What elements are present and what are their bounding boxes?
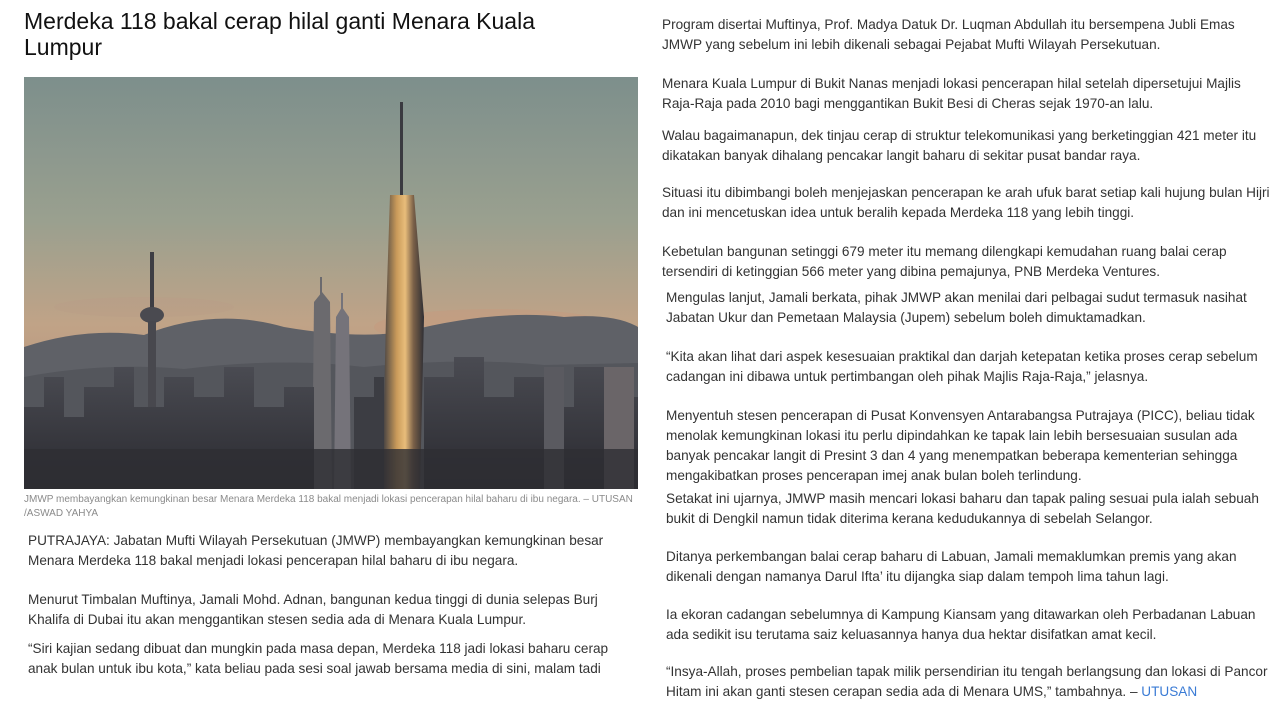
body-paragraph-last xyxy=(666,662,1276,702)
body-paragraph: “Siri kajian sedang dibuat dan mungkin pada masa depan, Merdeka 118 jadi lokasi baharu cerap anak bulan untuk ibu kota,” kata beliau pada sesi soal jawab bersama media di sini, malam tadi xyxy=(28,641,609,676)
body-paragraph: Program disertai Muftinya, Prof. Madya Datuk Dr. Luqman Abdullah itu bersempena Jubli Emas JMWP yang sebelum ini lebih dikenali sebagai Pejabat Mufti Wilayah Persekutuan. xyxy=(662,17,1235,52)
body-paragraph: Walau bagaimanapun, dek tinjau cerap di struktur telekomunikasi yang berketinggian 421 meter itu dikatakan banyak dihalang pencakar langit baharu di sekitar pusat bandar raya. xyxy=(662,128,1257,163)
body-paragraph: Kebetulan bangunan setinggi 679 meter itu memang dilengkapi kemudahan ruang balai cerap tersendiri di ketinggian 566 meter yang dibina pemajunya, PNB Merdeka Ventures. xyxy=(662,244,1227,279)
body-paragraph: “Kita akan lihat dari aspek kesesuaian praktikal dan darjah ketepatan ketika proses cerap sebelum cadangan ini dibawa untuk pertimbangan oleh pihak Majlis Raja-Raja,” jelasnya. xyxy=(666,349,1258,384)
body-paragraph: Menara Kuala Lumpur di Bukit Nanas menjadi lokasi pencerapan hilal setelah dipersetujui Majlis Raja-Raja pada 2010 bagi menggantikan Bukit Besi di Cheras sejak 1970-an lalu. xyxy=(662,76,1241,111)
body-paragraph: Menyentuh stesen pencerapan di Pusat Konvensyen Antarabangsa Putrajaya (PICC), beliau tidak menolak kemungkinan lokasi itu perlu dipindahkan ke tapak lain lebih bersesuaian susulan ada banyak pencakar langit di Presint 3 dan 4 yang menempatkan beberapa kementerian sehingga mengakibatkan proses pencerapan imej anak bulan boleh terlindung. xyxy=(666,408,1255,483)
body-paragraph: Menurut Timbalan Muftinya, Jamali Mohd. Adnan, bangunan kedua tinggi di dunia selepas Burj Khalifa di Dubai itu akan menggantikan stesen sedia ada di Menara Kuala Lumpur. xyxy=(28,592,598,627)
body-paragraph: PUTRAJAYA: Jabatan Mufti Wilayah Persekutuan (JMWP) membayangkan kemungkinan besar Menara Merdeka 118 bakal menjadi lokasi pencerapan hilal baharu di ibu negara. xyxy=(28,533,604,568)
article-hero-image xyxy=(24,77,638,489)
source-credit-link[interactable]: UTUSAN xyxy=(1141,684,1198,699)
body-paragraph-text: “Insya-Allah, proses pembelian tapak milik persendirian itu tengah berlangsung dan lokasi di Pancor Hitam ini akan ganti stesen cerapan sedia ada di Menara UMS,” tambahnya. – xyxy=(666,664,1268,699)
body-paragraph: Ia ekoran cadangan sebelumnya di Kampung Kiansam yang ditawarkan oleh Perbadanan Labuan ada sedikit isu terutama saiz keluasannya hanya dua hektar disifatkan amat kecil. xyxy=(666,607,1256,642)
body-paragraph: Situasi itu dibimbangi boleh menjejaskan pencerapan ke arah ufuk barat setiap kali hujung bulan Hijri dan ini mencetuskan idea untuk beralih kepada Merdeka 118 yang lebih tinggi. xyxy=(662,185,1270,220)
body-paragraph: Mengulas lanjut, Jamali berkata, pihak JMWP akan menilai dari pelbagai sudut termasuk nasihat Jabatan Ukur dan Pemetaan Malaysia (Jupem) sebelum boleh dimuktamadkan. xyxy=(666,290,1247,325)
body-paragraph: Ditanya perkembangan balai cerap baharu di Labuan, Jamali memaklumkan premis yang akan dikenali dengan namanya Darul Ifta’ itu dijangka siap dalam tempoh lima tahun lagi. xyxy=(666,549,1237,584)
image-caption: JMWP membayangkan kemungkinan besar Menara Merdeka 118 bakal menjadi lokasi pencerapan hilal baharu di ibu negara. – UTUSAN /ASWAD YAHYA xyxy=(24,494,633,519)
city-skyline-illustration xyxy=(24,77,638,489)
body-paragraph: Setakat ini ujarnya, JMWP masih mencari lokasi baharu dan tapak paling sesuai pula ialah sebuah bukit di Dengkil namun tidak diterima kerana kedudukannya di sebelah Selangor. xyxy=(666,491,1259,526)
article-headline: Merdeka 118 bakal cerap hilal ganti Menara Kuala Lumpur xyxy=(24,8,535,60)
